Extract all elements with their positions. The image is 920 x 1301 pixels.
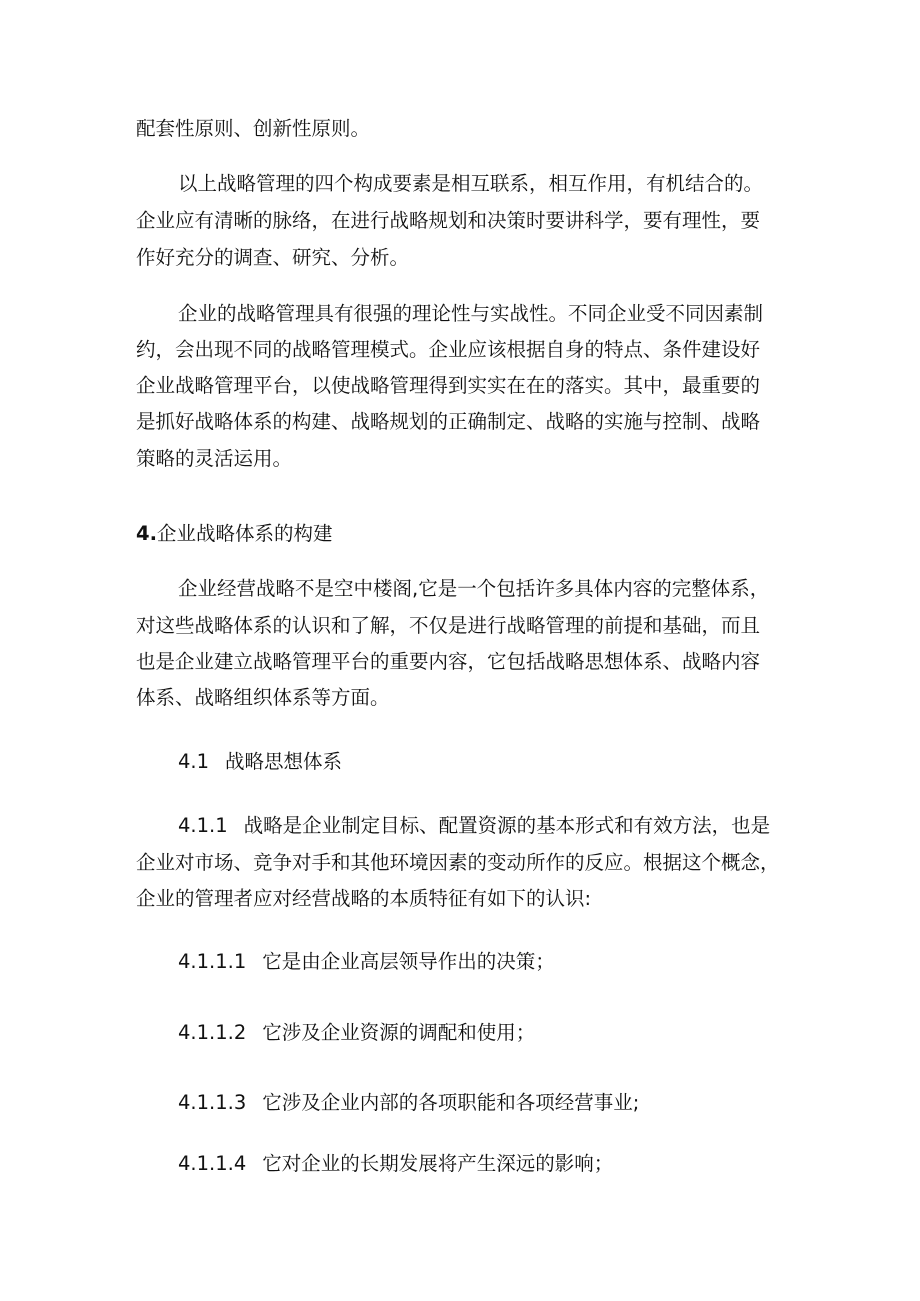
paragraph-line: 作好充分的调查、研究、分析。	[136, 246, 410, 269]
paragraph-line: 约，会出现不同的战略管理模式。企业应该根据自身的特点、条件建设好	[136, 338, 761, 361]
item-text: 它是由企业高层领导作出的决策；	[262, 950, 555, 973]
list-item	[178, 1152, 613, 1176]
paragraph-line: 配套性原则、创新性原则。	[136, 117, 371, 140]
paragraph-line: 企业对市场、竞争对手和其他环境因素的变动所作的反应。根据这个概念，	[136, 851, 780, 874]
paragraph-line: 也是企业建立战略管理平台的重要内容，它包括战略思想体系、战略内容	[136, 650, 761, 673]
clause-text: 战略是企业制定目标、配置资源的基本形式和有效方法，也是	[243, 814, 771, 837]
clause-number: 4.1.1	[178, 814, 228, 837]
subsection-heading	[178, 750, 342, 774]
paragraph-line: 策略的灵活运用。	[136, 447, 293, 470]
item-text: 它涉及企业内部的各项职能和各项经营事业;	[262, 1091, 640, 1114]
item-number: 4.1.1.2	[178, 1021, 247, 1044]
section-title: 企业战略体系的构建	[156, 522, 333, 545]
list-item	[178, 1021, 535, 1045]
paragraph-line: 企业的战略管理具有很强的理论性与实战性。不同企业受不同因素制	[178, 302, 764, 325]
paragraph-line: 体系、战略组织体系等方面。	[136, 686, 390, 709]
paragraph-line	[178, 814, 770, 838]
section-number: 4.	[136, 522, 157, 545]
item-text: 它对企业的长期发展将产生深远的影响；	[262, 1152, 614, 1175]
paragraph-line: 以上战略管理的四个构成要素是相互联系，相互作用，有机结合的。	[178, 172, 764, 195]
paragraph-line: 对这些战略体系的认识和了解，不仅是进行战略管理的前提和基础，而且	[136, 614, 761, 637]
subsection-title: 战略思想体系	[225, 750, 343, 773]
paragraph-line: 企业战略管理平台，以使战略管理得到实实在在的落实。其中，最重要的	[136, 374, 761, 397]
subsection-number: 4.1	[178, 750, 210, 773]
item-text: 它涉及企业资源的调配和使用；	[262, 1021, 536, 1044]
paragraph-line: 企业的管理者应对经营战略的本质特征有如下的认识:	[136, 887, 592, 910]
list-item	[178, 950, 555, 974]
item-number: 4.1.1.3	[178, 1091, 247, 1114]
paragraph-line: 企业应有清晰的脉络，在进行战略规划和决策时要讲科学，要有理性，要	[136, 209, 761, 232]
section-heading	[136, 522, 333, 546]
paragraph-line: 是抓好战略体系的构建、战略规划的正确制定、战略的实施与控制、战略	[136, 410, 761, 433]
item-number: 4.1.1.4	[178, 1152, 247, 1175]
item-number: 4.1.1.1	[178, 950, 247, 973]
list-item	[178, 1091, 639, 1115]
paragraph-line: 企业经营战略不是空中楼阁,它是一个包括许多具体内容的完整体系，	[178, 577, 770, 600]
